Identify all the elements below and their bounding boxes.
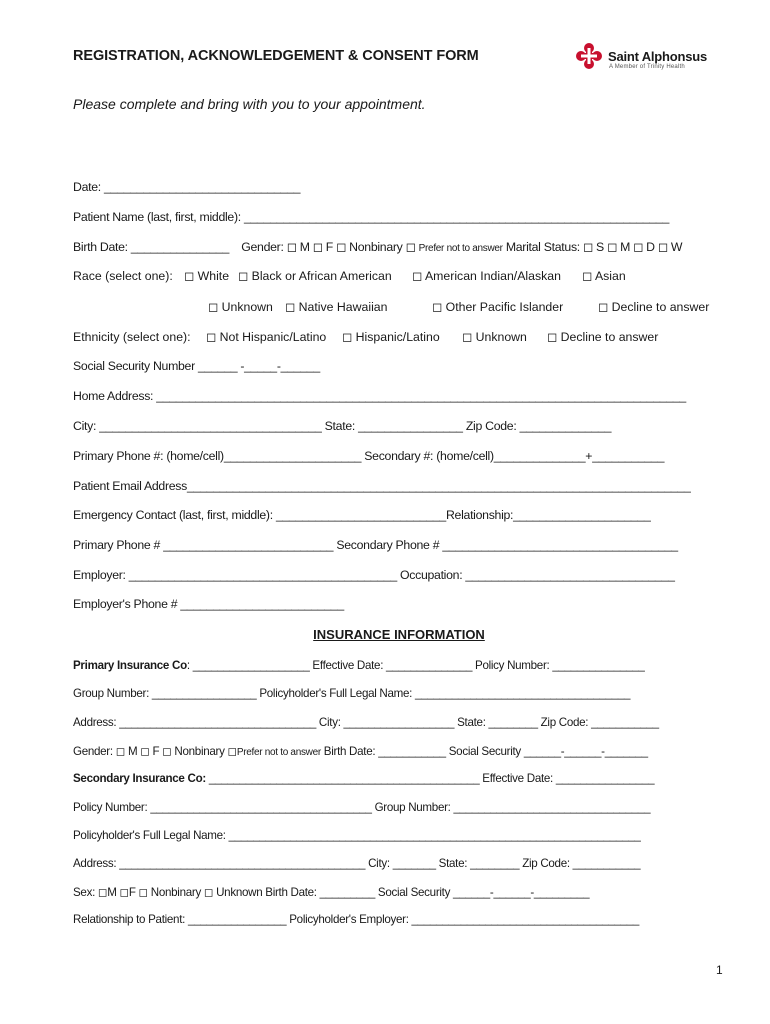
emergency-contact-field[interactable]: Emergency Contact (last, first, middle): __________________________Relationship:_____________________ [73, 508, 651, 522]
cross-logo-icon [575, 42, 603, 70]
gender-label: Gender: [241, 240, 287, 254]
marital-status-checkboxes[interactable]: Marital Status: ◻ S ◻ M ◻ D ◻ W [502, 240, 683, 254]
insurance-birth-ssn-fields[interactable]: Birth Date: ___________ Social Security ______-______-_______ [320, 745, 648, 758]
ethnicity-label: Ethnicity (select one): [73, 330, 191, 344]
insurance-address-field[interactable]: Address: ________________________________ City: __________________ State: ________ Zip Code: ___________ [73, 716, 659, 729]
secondary-address-field[interactable]: Address: ________________________________________ City: _______ State: ________ Zip Code: ___________ [73, 857, 641, 870]
race-asian-checkbox[interactable]: ◻ Asian [582, 269, 626, 283]
logo-name: Saint Alphonsus [608, 49, 708, 64]
race-american-indian-checkbox[interactable]: ◻ American Indian/Alaskan [412, 269, 561, 283]
date-field[interactable]: Date: ______________________________ [73, 180, 301, 194]
secondary-insurance-label: Secondary Insurance Co: [73, 772, 206, 785]
race-label: Race (select one): [73, 269, 173, 283]
secondary-insurance-line [73, 772, 654, 785]
patient-email-field[interactable]: Patient Email Address_____________________________________________________________________________ [73, 479, 691, 493]
insurance-gender-checkboxes[interactable]: Gender: ◻ M ◻ F ◻ Nonbinary ◻ [73, 745, 237, 758]
primary-insurance-label: Primary Insurance Co [73, 659, 187, 672]
ethnicity-not-hispanic-checkbox[interactable]: ◻ Not Hispanic/Latino [206, 330, 327, 344]
employer-occupation-field[interactable]: Employer: _________________________________________ Occupation: ________________________________ [73, 568, 675, 582]
saint-alphonsus-logo [575, 42, 725, 74]
policy-group-field[interactable]: Policy Number: ____________________________________ Group Number: ________________________________ [73, 801, 651, 814]
logo-tagline: A Member of Trinity Health [609, 64, 685, 70]
primary-insurance-line [73, 659, 645, 672]
relationship-employer-field[interactable]: Relationship to Patient: ________________ Policyholder's Employer: _____________________________________ [73, 913, 640, 926]
ethnicity-decline-checkbox[interactable]: ◻ Decline to answer [547, 330, 659, 344]
primary-insurance-fields[interactable]: : ___________________ Effective Date: ______________ Policy Number: _______________ [186, 659, 645, 672]
insurance-gender-line [73, 744, 648, 758]
race-white-checkbox[interactable]: ◻ White [184, 269, 230, 283]
ssn-field[interactable]: Social Security Number ______ -_____-______ [73, 359, 320, 373]
policyholder-name-field[interactable]: Policyholder's Full Legal Name: ___________________________________________________________________ [73, 829, 641, 842]
employer-phone-field[interactable]: Employer's Phone # _________________________ [73, 597, 344, 611]
gender-checkboxes[interactable]: ◻ M ◻ F ◻ Nonbinary ◻ [286, 240, 419, 254]
insurance-heading: INSURANCE INFORMATION [313, 627, 485, 642]
ethnicity-hispanic-checkbox[interactable]: ◻ Hispanic/Latino [342, 330, 440, 344]
secondary-insurance-fields[interactable]: ____________________________________________ Effective Date: ________________ [205, 772, 655, 785]
gender-prefer-not-checkbox[interactable]: Prefer not to answer [418, 243, 503, 254]
form-subtitle: Please complete and bring with you to your appointment. [73, 96, 426, 112]
race-hawaiian-checkbox[interactable]: ◻ Native Hawaiian [285, 300, 388, 314]
race-black-checkbox[interactable]: ◻ Black or African American [238, 269, 392, 283]
birth-date-field[interactable]: Birth Date: _______________ [73, 240, 229, 254]
patient-phones-field[interactable]: Primary Phone #: (home/cell)_____________________ Secondary #: (home/cell)______________+___________ [73, 449, 665, 463]
insurance-prefer-not-checkbox[interactable]: Prefer not to answer [236, 747, 321, 758]
patient-name-field[interactable]: Patient Name (last, first, middle): _________________________________________________________________ [73, 210, 670, 224]
ethnicity-unknown-checkbox[interactable]: ◻ Unknown [462, 330, 527, 344]
sex-birth-ssn-field[interactable]: Sex: ◻M ◻F ◻ Nonbinary ◻ Unknown Birth Date: _________ Social Security ______-______-_________ [73, 886, 590, 899]
city-state-zip-field[interactable]: City: __________________________________ State: ________________ Zip Code: ______________ [73, 419, 612, 433]
emergency-phones-field[interactable]: Primary Phone # __________________________ Secondary Phone # ____________________________________ [73, 538, 678, 552]
race-unknown-checkbox[interactable]: ◻ Unknown [208, 300, 273, 314]
race-pacific-checkbox[interactable]: ◻ Other Pacific Islander [432, 300, 564, 314]
group-policyholder-field[interactable]: Group Number: _________________ Policyholder's Full Legal Name: ___________________________________ [73, 687, 631, 700]
birth-gender-marital-line [73, 240, 682, 254]
race-decline-checkbox[interactable]: ◻ Decline to answer [598, 300, 710, 314]
home-address-field[interactable]: Home Address: _________________________________________________________________________________ [73, 389, 686, 403]
page-number: 1 [716, 963, 723, 977]
form-title: REGISTRATION, ACKNOWLEDGEMENT & CONSENT FORM [73, 48, 479, 64]
